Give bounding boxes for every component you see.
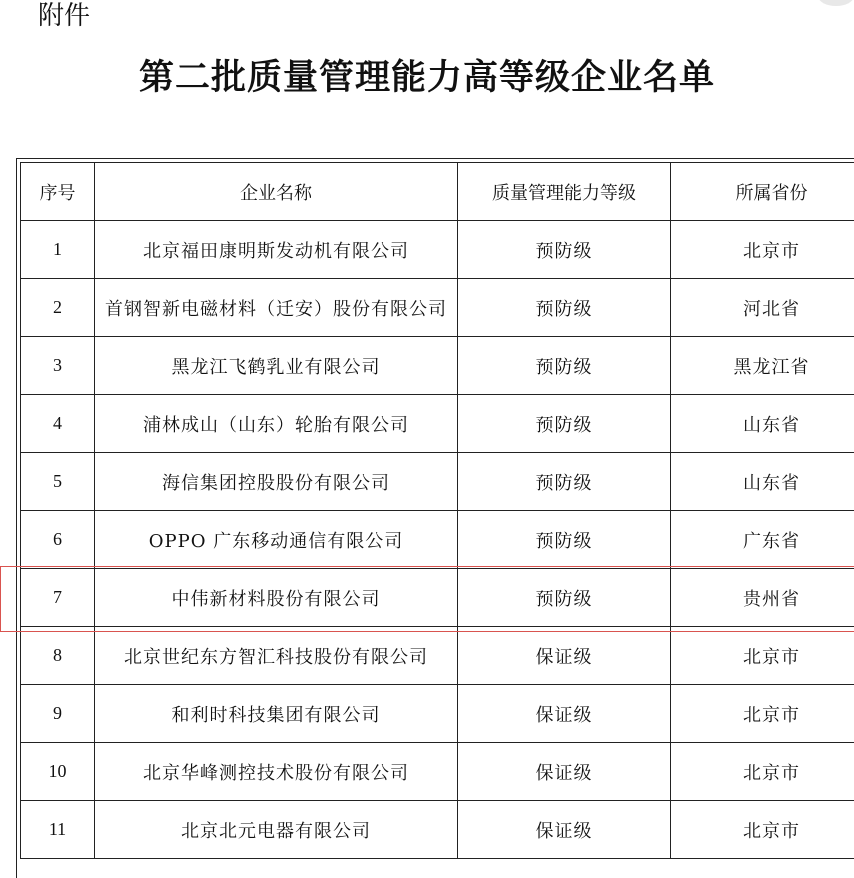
table-row-highlighted (21, 569, 854, 627)
cell-province: 北京市 (671, 627, 854, 685)
cell-company: 首钢智新电磁材料（迁安）股份有限公司 (95, 279, 458, 337)
cell-level: 预防级 (458, 221, 671, 279)
cell-company: 海信集团控股股份有限公司 (95, 453, 458, 511)
cell-no: 10 (21, 743, 95, 801)
table-row (21, 221, 854, 279)
cell-province: 北京市 (671, 743, 854, 801)
table-row (21, 801, 854, 859)
cell-company: 北京华峰测控技术股份有限公司 (95, 743, 458, 801)
table-frame (16, 158, 854, 878)
cell-province: 贵州省 (671, 569, 854, 627)
cell-level: 保证级 (458, 801, 671, 859)
cell-province: 河北省 (671, 279, 854, 337)
cell-province: 广东省 (671, 511, 854, 569)
cell-company: 北京北元电器有限公司 (95, 801, 458, 859)
table-row (21, 743, 854, 801)
cell-province: 山东省 (671, 453, 854, 511)
table-row (21, 453, 854, 511)
cell-company: 中伟新材料股份有限公司 (95, 569, 458, 627)
cell-no: 2 (21, 279, 95, 337)
cell-no: 8 (21, 627, 95, 685)
cell-province: 黑龙江省 (671, 337, 854, 395)
table-row (21, 395, 854, 453)
cell-level: 预防级 (458, 337, 671, 395)
column-header-province: 所属省份 (671, 163, 854, 221)
table-row (21, 685, 854, 743)
table-row (21, 627, 854, 685)
cell-company: OPPO 广东移动通信有限公司 (95, 511, 458, 569)
enterprise-table (20, 162, 854, 859)
cell-no: 9 (21, 685, 95, 743)
cell-no: 3 (21, 337, 95, 395)
cell-no: 6 (21, 511, 95, 569)
corner-decoration (818, 0, 854, 6)
column-header-company: 企业名称 (95, 163, 458, 221)
cell-no: 11 (21, 801, 95, 859)
page-title: 第二批质量管理能力高等级企业名单 (0, 54, 854, 102)
cell-level: 保证级 (458, 627, 671, 685)
cell-company: 浦林成山（山东）轮胎有限公司 (95, 395, 458, 453)
cell-province: 北京市 (671, 801, 854, 859)
cell-no: 7 (21, 569, 95, 627)
cell-company: 和利时科技集团有限公司 (95, 685, 458, 743)
cell-no: 1 (21, 221, 95, 279)
cell-level: 预防级 (458, 511, 671, 569)
column-header-no: 序号 (21, 163, 95, 221)
cell-province: 北京市 (671, 221, 854, 279)
cell-no: 4 (21, 395, 95, 453)
cell-level: 预防级 (458, 453, 671, 511)
cell-company: 北京福田康明斯发动机有限公司 (95, 221, 458, 279)
table-row (21, 337, 854, 395)
cell-level: 预防级 (458, 569, 671, 627)
cell-no: 5 (21, 453, 95, 511)
table-row (21, 279, 854, 337)
table-header-row (21, 163, 854, 221)
cell-province: 北京市 (671, 685, 854, 743)
cell-level: 预防级 (458, 279, 671, 337)
cell-level: 保证级 (458, 685, 671, 743)
cell-province: 山东省 (671, 395, 854, 453)
cell-level: 预防级 (458, 395, 671, 453)
cell-company: 黑龙江飞鹤乳业有限公司 (95, 337, 458, 395)
attachment-label: 附件 (38, 0, 90, 32)
cell-level: 保证级 (458, 743, 671, 801)
cell-company: 北京世纪东方智汇科技股份有限公司 (95, 627, 458, 685)
column-header-level: 质量管理能力等级 (458, 163, 671, 221)
table-row (21, 511, 854, 569)
